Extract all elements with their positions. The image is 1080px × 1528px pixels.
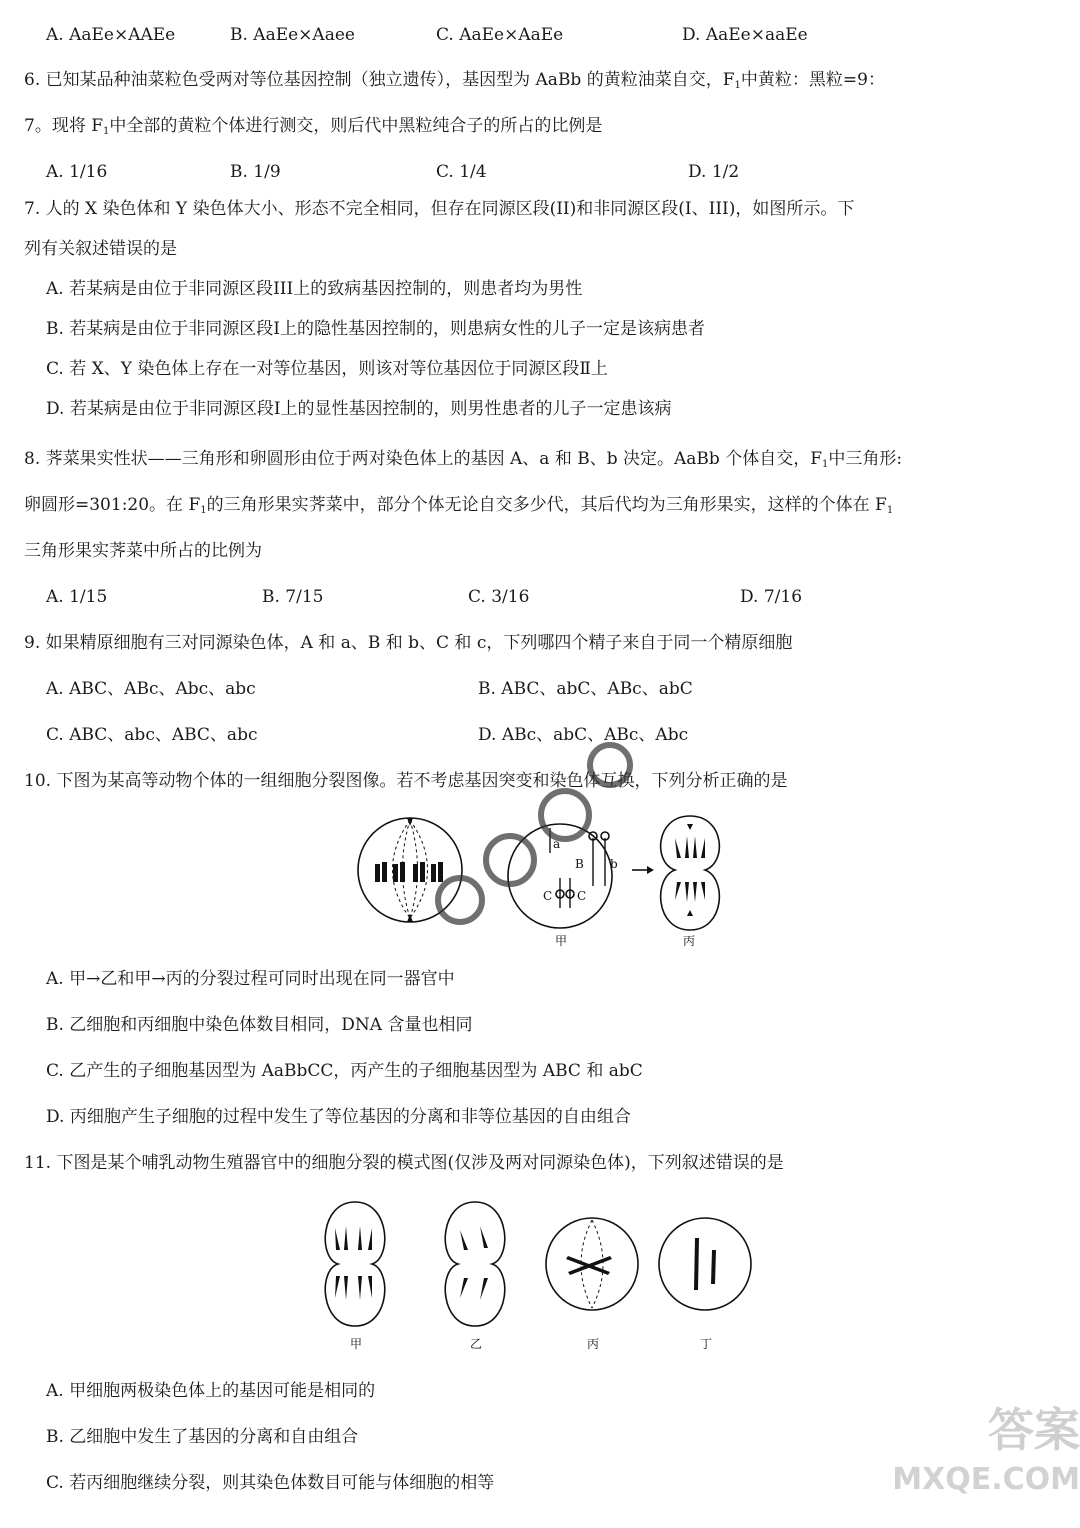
- q6-text-c: 7。现将 F: [24, 116, 104, 136]
- q10-label-B: B: [575, 857, 584, 871]
- q6-stem-line2: [24, 115, 602, 143]
- q8-option-c: C. 3/16: [468, 587, 530, 607]
- q8-subscript: 1: [822, 459, 829, 470]
- q11-cell-ding: [659, 1218, 751, 1310]
- q7-option-c: C. 若 X、Y 染色体上存在一对等位基因，则该对等位基因位于同源区段Ⅱ上: [46, 359, 608, 379]
- q6-text-d: 中全部的黄粒个体进行测交，则后代中黑粒纯合子的所占的比例是: [109, 116, 603, 136]
- q11-label-bing: 丙: [587, 1337, 600, 1351]
- q7-option-d: D. 若某病是由位于非同源区段Ⅰ上的显性基因控制的，则男性患者的儿子一定患该病: [46, 399, 672, 419]
- q11-label-jia: 甲: [350, 1337, 363, 1351]
- q11-option-b: B. 乙细胞中发生了基因的分离和自由组合: [46, 1427, 359, 1447]
- q11-cell-yi: [445, 1202, 504, 1326]
- q10-option-a: A. 甲→乙和甲→丙的分裂过程可同时出现在同一器官中: [46, 969, 455, 989]
- q10-cell-division-figure: [355, 808, 745, 958]
- q10-cell-bing: [661, 816, 720, 930]
- q10-option-c: C. 乙产生的子细胞基因型为 AaBbCC，丙产生的子细胞基因型为 ABC 和 abC: [46, 1061, 643, 1081]
- q5-option-a: A. AaEe×AAEe: [46, 25, 176, 45]
- q8-option-a: A. 1/15: [46, 587, 108, 607]
- q11-cell-jia: [325, 1202, 384, 1326]
- q8-text-c: 卵圆形=301:20。在 F: [24, 495, 201, 515]
- q8-stem-line3: 三角形果实荠菜中所占的比例为: [24, 541, 262, 561]
- q5-option-d: D. AaEe×aaEe: [682, 25, 808, 45]
- q8-text-b: 中三角形:: [828, 449, 903, 469]
- q11-cell-division-figure: [310, 1198, 760, 1358]
- q10-label-b: b: [610, 857, 618, 871]
- q5-option-c: C. AaEe×AaEe: [436, 25, 564, 45]
- q9-stem-line1: 9. 如果精原细胞有三对同源染色体，A 和 a、B 和 b、C 和 c，下列哪四个精子来自于同一个精原细胞: [24, 633, 793, 653]
- q8-stem-line1: [24, 448, 902, 476]
- q11-label-ding: 丁: [700, 1337, 713, 1351]
- q11-option-c: C. 若丙细胞继续分裂，则其染色体数目可能与体细胞的相等: [46, 1473, 495, 1493]
- q7-stem-line1: 7. 人的 X 染色体和 Y 染色体大小、形态不完全相同，但存在同源区段(II)和非同源区段(Ⅰ、III)，如图所示。下: [24, 199, 855, 219]
- q6-text-b: 中黄粒：黑粒=9：: [740, 70, 885, 90]
- q8-stem-line2: [24, 494, 893, 522]
- q11-label-yi: 乙: [470, 1337, 483, 1351]
- q6-option-d: D. 1/2: [688, 162, 740, 182]
- q6-text-a: 6. 已知某品种油菜粒色受两对等位基因控制（独立遗传），基因型为 AaBb 的黄粒油菜自交，F: [24, 70, 735, 90]
- q10-cell-1: [358, 818, 462, 922]
- q11-stem-line1: 11. 下图是某个哺乳动物生殖器官中的细胞分裂的模式图(仅涉及两对同源染色体)，下列叙述错误的是: [24, 1153, 784, 1173]
- q8-text-a: 8. 荠菜果实性状——三角形和卵圆形由位于两对染色体上的基因 A、a 和 B、b 决定。AaBb 个体自交，F: [24, 449, 823, 469]
- watermark-corner: [880, 1400, 1080, 1528]
- q8-subscript-2: 1: [200, 505, 207, 516]
- q7-option-b: B. 若某病是由位于非同源区段Ⅰ上的隐性基因控制的，则患病女性的儿子一定是该病患者: [46, 319, 706, 339]
- q10-stem-line1: 10. 下图为某高等动物个体的一组细胞分裂图像。若不考虑基因突变和染色体互换，下列分析正确的是: [24, 771, 788, 791]
- q9-option-b: B. ABC、abC、ABc、abC: [478, 679, 693, 699]
- q10-arrow-icon: [632, 866, 654, 874]
- q11-option-a: A. 甲细胞两极染色体上的基因可能是相同的: [46, 1381, 376, 1401]
- q11-cell-bing: [546, 1218, 638, 1310]
- q10-option-d: D. 丙细胞产生子细胞的过程中发生了等位基因的分离和非等位基因的自由组合: [46, 1107, 631, 1127]
- q5-option-b: B. AaEe×Aaee: [230, 25, 355, 45]
- q10-label-bing: 丙: [683, 934, 696, 948]
- q6-subscript: 1: [734, 80, 741, 91]
- q9-option-a: A. ABC、ABc、Abc、abc: [46, 679, 256, 699]
- q9-option-c: C. ABC、abc、ABC、abc: [46, 725, 258, 745]
- q9-option-d: D. ABc、abC、ABc、Abc: [478, 725, 689, 745]
- watermark-bottom-text: MXQE.COM: [892, 1462, 1080, 1497]
- watermark-center-text: 答案: [988, 1403, 1080, 1457]
- q7-stem-line2: 列有关叙述错误的是: [24, 239, 177, 259]
- q6-stem-line1: [24, 69, 885, 97]
- q8-subscript-3: 1: [886, 505, 894, 516]
- q8-text-d: 的三角形果实荠菜中，部分个体无论自交多少代，其后代均为三角形果实，这样的个体在 F: [206, 495, 887, 515]
- q6-option-b: B. 1/9: [230, 162, 281, 182]
- q7-option-a: A. 若某病是由位于非同源区段III上的致病基因控制的，则患者均为男性: [46, 279, 583, 299]
- q6-option-c: C. 1/4: [436, 162, 487, 182]
- q8-option-d: D. 7/16: [740, 587, 803, 607]
- q10-label-C1: C: [543, 889, 553, 903]
- q10-label-C2: C: [577, 889, 587, 903]
- q6-option-a: A. 1/16: [46, 162, 108, 182]
- q10-option-b: B. 乙细胞和丙细胞中染色体数目相同，DNA 含量也相同: [46, 1015, 473, 1035]
- q6-subscript-2: 1: [103, 126, 110, 137]
- q10-label-a: a: [553, 837, 561, 851]
- q10-label-jia: 甲: [555, 934, 568, 948]
- q8-option-b: B. 7/15: [262, 587, 324, 607]
